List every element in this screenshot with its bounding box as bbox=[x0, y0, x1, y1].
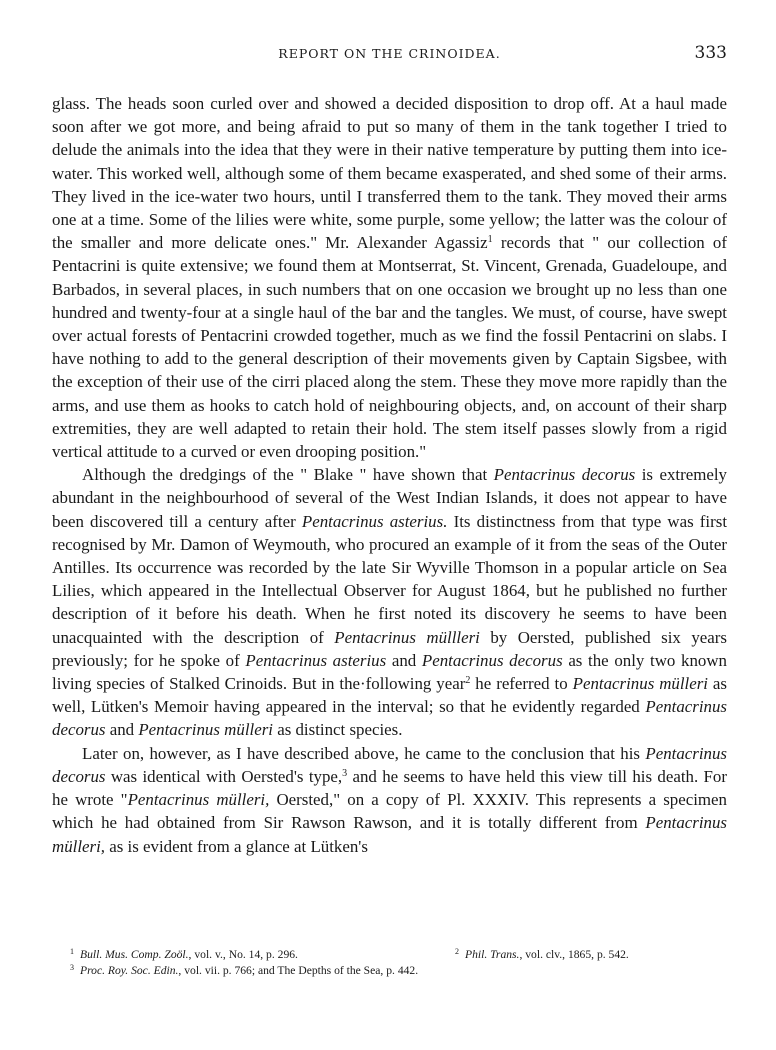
footnote-2 bbox=[455, 947, 629, 963]
text: and he seems to have held this view till his death. For he wrote " bbox=[52, 766, 727, 810]
text: and bbox=[386, 650, 422, 670]
taxon-name: Pentacrinus mülleri, bbox=[127, 790, 270, 810]
text: is extremely abundant in the neighbourhood of several of the West Indian Islands, it does not appear to have been discovered till a century after bbox=[52, 465, 727, 531]
footnote-mark: 2 bbox=[455, 947, 459, 956]
taxon-name: Pentacrinus müllleri bbox=[334, 627, 480, 647]
body-text bbox=[52, 92, 727, 858]
text: as is evident from a glance at Lütken's bbox=[105, 836, 368, 856]
citation-text: , vol. vii. p. 766; and The Depths of the Sea, p. 442. bbox=[178, 964, 419, 977]
taxon-name: Pentacrinus mülleri bbox=[572, 674, 708, 694]
footnote-mark: 1 bbox=[70, 947, 74, 956]
page-number: 333 bbox=[694, 43, 727, 63]
text: Oersted," on a copy of Pl. XXXIV. This represents a specimen which he had obtained from Sir Rawson Rawson, and it is totally different from bbox=[52, 790, 727, 833]
text: records that " our collection of Pentacrini is quite extensive; we found them at Montserrat, St. Vincent, Grenada, Guadeloupe, and Barbados, in several places, in such numbers that on one occasion we brought up no less than one hundred and twenty-four at a single haul of the bar and the tangles. We must, of course, have swept over actual forests of Pentacrini crowded together, much as we find the fossil Pentacrini on slabs. I have nothing to add to the general description of their movements given by Captain Sigsbee, with the exception of their use of the cirri placed along the stem. These they move more rapidly than the arms, and use them as hooks to catch hold of neighbouring objects, and, on account of their sharp extremities, they are well adapted to retain their hold. The stem itself passes slowly from a rigid vertical attitude to a curved or even drooping position." bbox=[52, 233, 728, 462]
text: by Oersted, published six years previously; for he spoke of bbox=[52, 627, 727, 670]
text: Its distinctness from that type was first recognised by Mr. Damon of Weymouth, who procured an example of it from the seas of the Outer Antilles. Its occurrence was recorded by the late Sir Wyville Thomson in a popular article on Sea Lilies, which appeared in the Intellectual Observer for August 1864, but he published no further description of it before his death. When he first noted its discovery he seems to have been unacquainted with the description of bbox=[52, 511, 728, 647]
page-header bbox=[52, 40, 727, 68]
footnotes bbox=[70, 947, 730, 979]
text: as distinct species. bbox=[272, 720, 403, 740]
paragraph-1 bbox=[52, 92, 727, 463]
text: and bbox=[105, 720, 139, 740]
paragraph-2 bbox=[52, 463, 727, 741]
footnote-ref-2[interactable]: 2 bbox=[465, 675, 471, 687]
text: was identical with Oersted's type, bbox=[105, 766, 343, 786]
citation-text: , vol. clv., 1865, p. 542. bbox=[519, 948, 629, 961]
paragraph-3 bbox=[52, 742, 727, 858]
text: Later on, however, as I have described above, he came to the conclusion that his bbox=[82, 743, 646, 763]
taxon-name: Pentacrinus decorus bbox=[493, 465, 636, 485]
taxon-name: Pentacrinus decorus bbox=[52, 743, 727, 786]
taxon-name: Pentacrinus mülleri bbox=[138, 720, 273, 740]
text: as well, Lütken's Memoir having appeared in the interval; so that he evidently regarded bbox=[52, 674, 728, 717]
text: Although the dredgings of the " Blake " have shown that bbox=[82, 465, 494, 485]
page bbox=[52, 40, 727, 858]
taxon-name: Pentacrinus asterius. bbox=[301, 511, 448, 531]
taxon-name: Pentacrinus decorus bbox=[52, 697, 727, 740]
citation-text: , vol. v., No. 14, p. 296. bbox=[188, 948, 298, 961]
journal-title: Bull. Mus. Comp. Zoöl. bbox=[80, 948, 189, 961]
footnote-row bbox=[70, 947, 730, 963]
footnote-mark: 3 bbox=[70, 963, 74, 972]
journal-title: Proc. Roy. Soc. Edin. bbox=[80, 964, 179, 977]
footnote-1 bbox=[70, 947, 455, 963]
footnote-3 bbox=[70, 963, 730, 979]
text: he referred to bbox=[470, 674, 573, 694]
text: as the only two known living species of Stalked Crinoids. But in the·following year bbox=[52, 650, 727, 694]
taxon-name: Pentacrinus asterius bbox=[245, 650, 387, 670]
footnote-ref-3[interactable]: 3 bbox=[342, 767, 348, 779]
text: glass. The heads soon curled over and showed a decided disposition to drop off. At a haul made soon after we got more, and being afraid to put so many of them in the tank together I tried to delude the animals into the idea that they were in their native temperature by putting them into ice-water. This worked well, although some of them became exasperated, and shed some of their arms. They lived in the ice-water two hours, until I transferred them to the tank. They moved their arms one at a time. Some of the lilies were white, some purple, some yellow; the latter was the colour of the smaller and more delicate ones." Mr. Alexander Agassiz bbox=[52, 94, 727, 253]
journal-title: Phil. Trans. bbox=[465, 948, 520, 961]
taxon-name: Pentacrinus decorus bbox=[421, 650, 563, 670]
running-title: REPORT ON THE CRINOIDEA. bbox=[278, 46, 501, 61]
taxon-name: Pentacrinus mülleri, bbox=[52, 813, 727, 856]
footnote-ref-1[interactable]: 1 bbox=[487, 234, 493, 246]
